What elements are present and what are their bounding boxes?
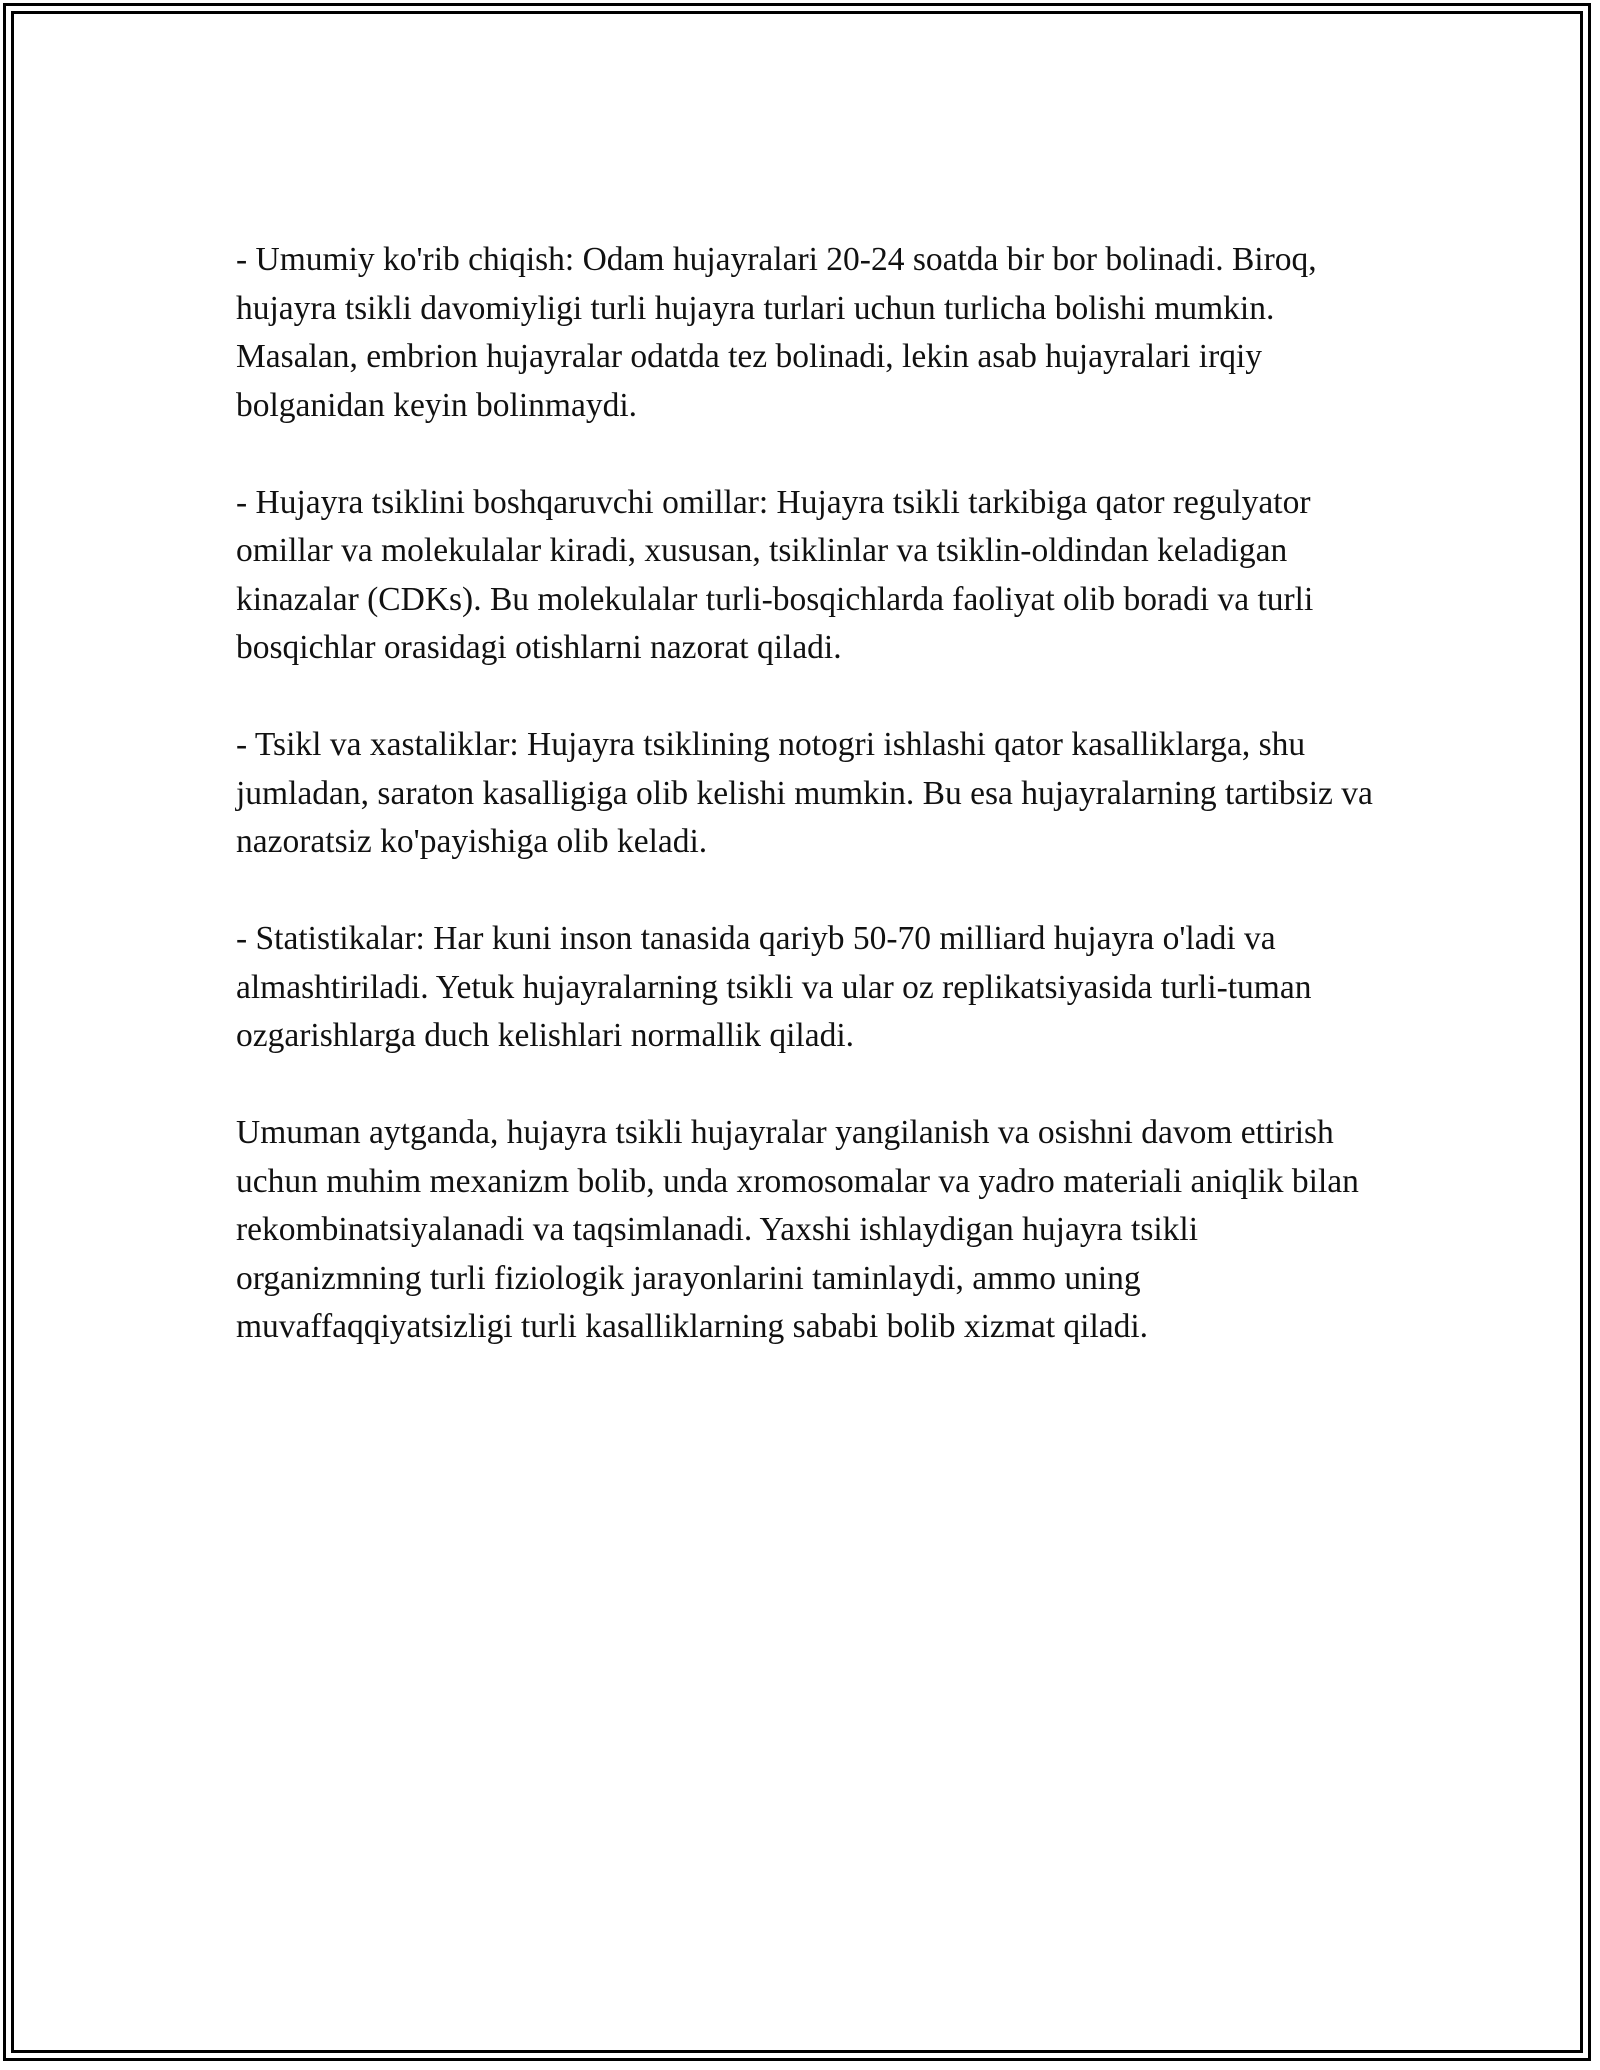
document-body [236,236,1376,1352]
paragraph-cycle-and-diseases: - Tsikl va xastaliklar: Hujayra tsiklining notogri ishlashi qator kasalliklarga, shu jumladan, saraton kasalligiga olib kelishi mumkin. Bu esa hujayralarning tartibsiz va nazoratsiz ko'payishiga olib keladi. [236,726,1373,860]
paragraph-overview: - Umumiy ko'rib chiqish: Odam hujayralari 20-24 soatda bir bor bolinadi. Biroq, hujayra tsikli davomiyligi turli hujayra turlari uchun turlicha bolishi mumkin. Masalan, embrion hujayralar odatda tez bolinadi, lekin asab hujayralari irqiy bolganidan keyin bolinmaydi. [236,241,1317,424]
paragraph-regulating-factors: - Hujayra tsiklini boshqaruvchi omillar: Hujayra tsikli tarkibiga qator regulyator omillar va molekulalar kiradi, xususan, tsiklinlar va tsiklin-oldindan keladigan kinazalar (CDKs). Bu molekulalar turli-bosqichlarda faoliyat olib boradi va turli bosqichlar orasidagi otishlarni nazorat qiladi. [236,483,1314,666]
paragraph-conclusion: Umuman aytganda, hujayra tsikli hujayralar yangilanish va osishni davom ettirish uchun muhim mexanizm bolib, unda xromosomalar va yadro materiali aniqlik bilan rekombinatsiyalanadi va taqsimlanadi. Yaxshi ishlaydigan hujayra tsikli organizmning turli fiziologik jarayonlarini taminlaydi, ammo uning muvaffaqqiyatsizligi turli kasalliklarning sababi bolib xizmat qiladi. [236,1114,1359,1345]
paragraph-statistics: - Statistikalar: Har kuni inson tanasida qariyb 50-70 milliard hujayra o'ladi va almashtiriladi. Yetuk hujayralarning tsikli va ular oz replikatsiyasida turli-tuman ozgarishlarga duch kelishlari normallik qiladi. [236,920,1312,1054]
